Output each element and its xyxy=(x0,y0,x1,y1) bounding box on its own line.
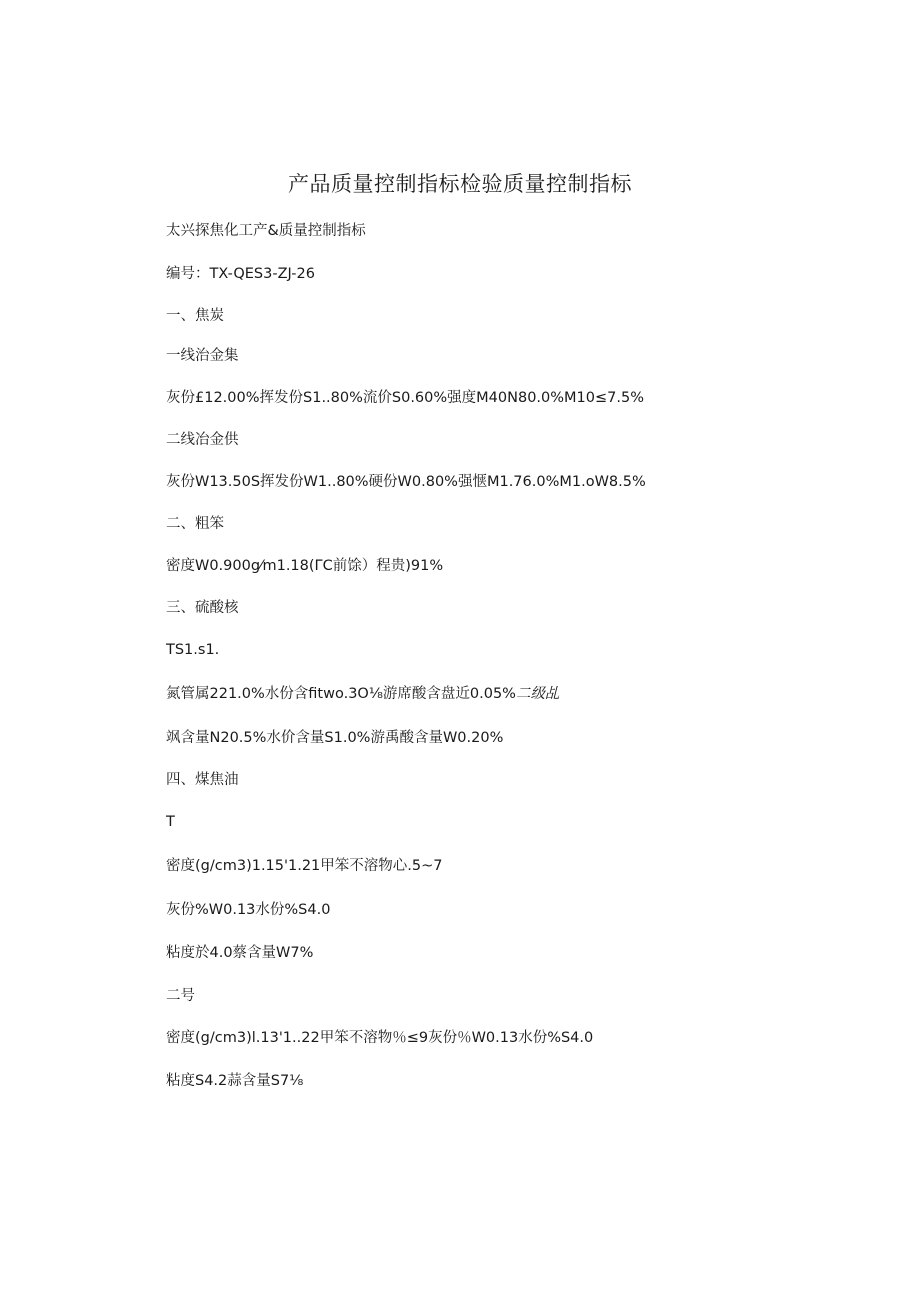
spec-grade-two-density: 密度(g/cm3)l.13'1..22甲笨不溶物％≤9灰份％W0.13水份%S4.0 xyxy=(166,1030,594,1046)
document-title: 产品质量控制指标检验质量控制指标 xyxy=(288,172,632,196)
section-heading-coke: 一、焦炭 xyxy=(166,308,224,324)
spec-coal-tar-ash: 灰份%W0.13水份%S4.0 xyxy=(166,902,331,918)
section-heading-crude-benzene: 二、粗笨 xyxy=(166,516,224,532)
spec-sulfate-two: 飒含量N20.5%水价含量S1.0%游禹酸含量W0.20% xyxy=(166,730,504,746)
spec-sulfate-one-text: 氮管属221.0%水份含fitwo.3O⅛游席酸含盘近0.05% xyxy=(166,686,516,702)
sulfate-label: TS1.s1. xyxy=(166,642,220,658)
spec-line-two: 灰份W13.50S挥发份W1..80%硬份W0.80%强惬M1.76.0%M1.oW8.5% xyxy=(166,474,646,490)
spec-sulfate-one-grade: 二级乩 xyxy=(515,686,560,702)
spec-grade-two-viscosity: 粘度S4.2蒜含量S7⅛ xyxy=(166,1073,304,1089)
spec-line-one: 灰份£12.00%挥发份S1..80%流价S0.60%强度M40N80.0%M10≤7.5% xyxy=(166,390,644,406)
spec-crude-benzene: 密度W0.900g⁄m1.18(ΓC前馀）程贵)91% xyxy=(166,558,444,574)
section-heading-sulfate: 三、硫酸核 xyxy=(166,600,239,616)
document-subtitle: 太兴探焦化工产&质量控制指标 xyxy=(166,223,366,239)
spec-coal-tar-density: 密度(g/cm3)1.15'1.21甲笨不溶物心.5~7 xyxy=(166,858,443,874)
document-number: 编号：TX-QES3-ZJ-26 xyxy=(166,266,315,282)
coal-tar-grade-label: T xyxy=(166,814,175,830)
spec-coal-tar-viscosity: 粘度於4.0蔡含量W7% xyxy=(166,945,314,961)
subsection-line-one: 一线治金集 xyxy=(166,348,239,364)
section-heading-coal-tar: 四、煤焦油 xyxy=(166,772,239,788)
subsection-line-two: 二线冶金供 xyxy=(166,432,239,448)
coal-tar-grade-two-label: 二号 xyxy=(166,988,195,1004)
spec-sulfate-one xyxy=(166,684,559,704)
